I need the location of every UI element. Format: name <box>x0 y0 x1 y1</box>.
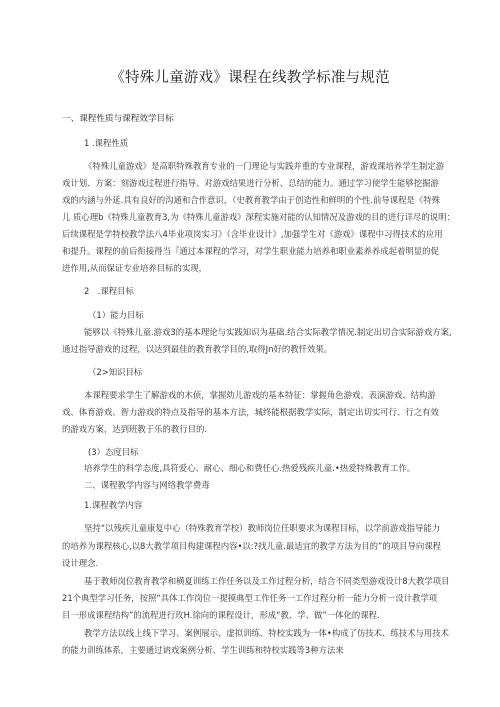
paragraph-line: 教学方法以线上线下学习、案例展示、虚拟训练、特校实践为一体•构成了仿技术、练技术与用技术 <box>84 628 450 638</box>
section-heading: 二、课程教学内容与网络教学费毒 <box>84 480 210 490</box>
paragraph-line: 的培养为课程核心,以8大教学项目构建课程内容•以:?找儿童.最适宜的教学方法为目的”的项目导向课程 <box>62 541 441 551</box>
paragraph-line: 能够以《特殊儿童.游戏3的基本理论与实践知识为基础.结合实际教学情况.制定出切合实际游戏方案, <box>84 327 452 337</box>
subsection-heading: 1.课程教学内容 <box>84 500 143 510</box>
paragraph-line: 设计理念. <box>62 558 99 568</box>
paragraph-line: 后续课程是学特校教学法八4毕业项岗实习》（含毕业设计》,加强学生对《游戏》课程中习得技术的应用 <box>62 229 443 239</box>
paragraph-line: 的能力训练体系，主要通过讷戏案例分析、学生训练和特校实践等3种方法来 <box>62 645 344 655</box>
document-title: 《特殊儿童游戏》课程在线教学标准与规范 <box>110 70 390 86</box>
paragraph-line: 《特殊儿童游戏》是高职特殊教育专业的一门理论与实践并重的专业课程，游戏课培养学生制定游 <box>84 161 445 171</box>
goal-heading: (3）态度目标 <box>88 447 139 457</box>
subsection-heading: 1 .课程性质 <box>84 138 129 148</box>
goal-heading: （2>知识目标 <box>88 367 143 377</box>
paragraph-line: 目一形成课程结构”的流程进行玫H.徐向的课程设计，形成“教、学、做”一体化的课程. <box>62 610 380 620</box>
paragraph-line: 和提升。课程的前后衔接得当『通过本课程的学习，对学生职业能力培养和职业素养养成起着明显的促 <box>62 246 439 256</box>
paragraph-line: 的游戏方案，达到班教于乐的教行目的. <box>62 424 208 434</box>
paragraph-line: 进作用,从而保证专业培养目标的实现， <box>62 263 208 273</box>
paragraph-line: 戏、体育游戏、智力游戏的特点及指导的基本方法，城终能根据教学实际，制定出切实可行、行之有效 <box>62 407 439 417</box>
paragraph-line: 儿 质心理b《特殊儿童教育3,为《特殊儿童游戏》深程实施对能的认知情况及游戏的目的进行详尽的说明： <box>62 212 455 222</box>
section-heading: 一、课程性质与课程效学目标 <box>62 114 174 124</box>
paragraph-line: 戏计划、方案：刻游戏过程进行指导、对游戏结果进行分析、总结的能力。通过学习使学生能够挖掘游 <box>62 178 439 188</box>
subsection-heading: 2 .课程目标 <box>84 286 134 296</box>
paragraph-line: 戏的内涵与外延.具有良好的沟通和合作意识，（史教育教学由于创造性和鲜明的个性.前导课程是《特殊 <box>62 195 441 205</box>
paragraph-line: 通过指导游戏的过程，以达到最佳的教育教学目的,取得Jn好的教忏效果。 <box>62 344 333 354</box>
goal-heading: （1）能力目标 <box>88 310 144 320</box>
paragraph-line: 基于教师岗位教育教学和横夏训练工作任务以及工作过程分析，结合不同类型游戏设计8大教学项目 <box>84 576 450 586</box>
paragraph-line: 21个典型学习任务，按照“具体工作岗位一提摸典型工作任务一工作过程分析一能力分析一设计教学项 <box>62 593 438 603</box>
paragraph-line: 本课程要求学生了解游戏的木侦，掌握幼儿游戏的基本特征：掌握角色游戏、表演游戏、结构游 <box>84 390 436 400</box>
paragraph-line: 培养学生的科学态度,具符爱心、耐心、细心和费任心.热爱残疾儿童.•热爱特殊教育工作。 <box>84 463 416 473</box>
paragraph-line: 坚持“以残疾儿童康复中心（特殊教育学校）教师岗位任职要求为课程目标，以学前游戏指导能力 <box>84 523 441 533</box>
